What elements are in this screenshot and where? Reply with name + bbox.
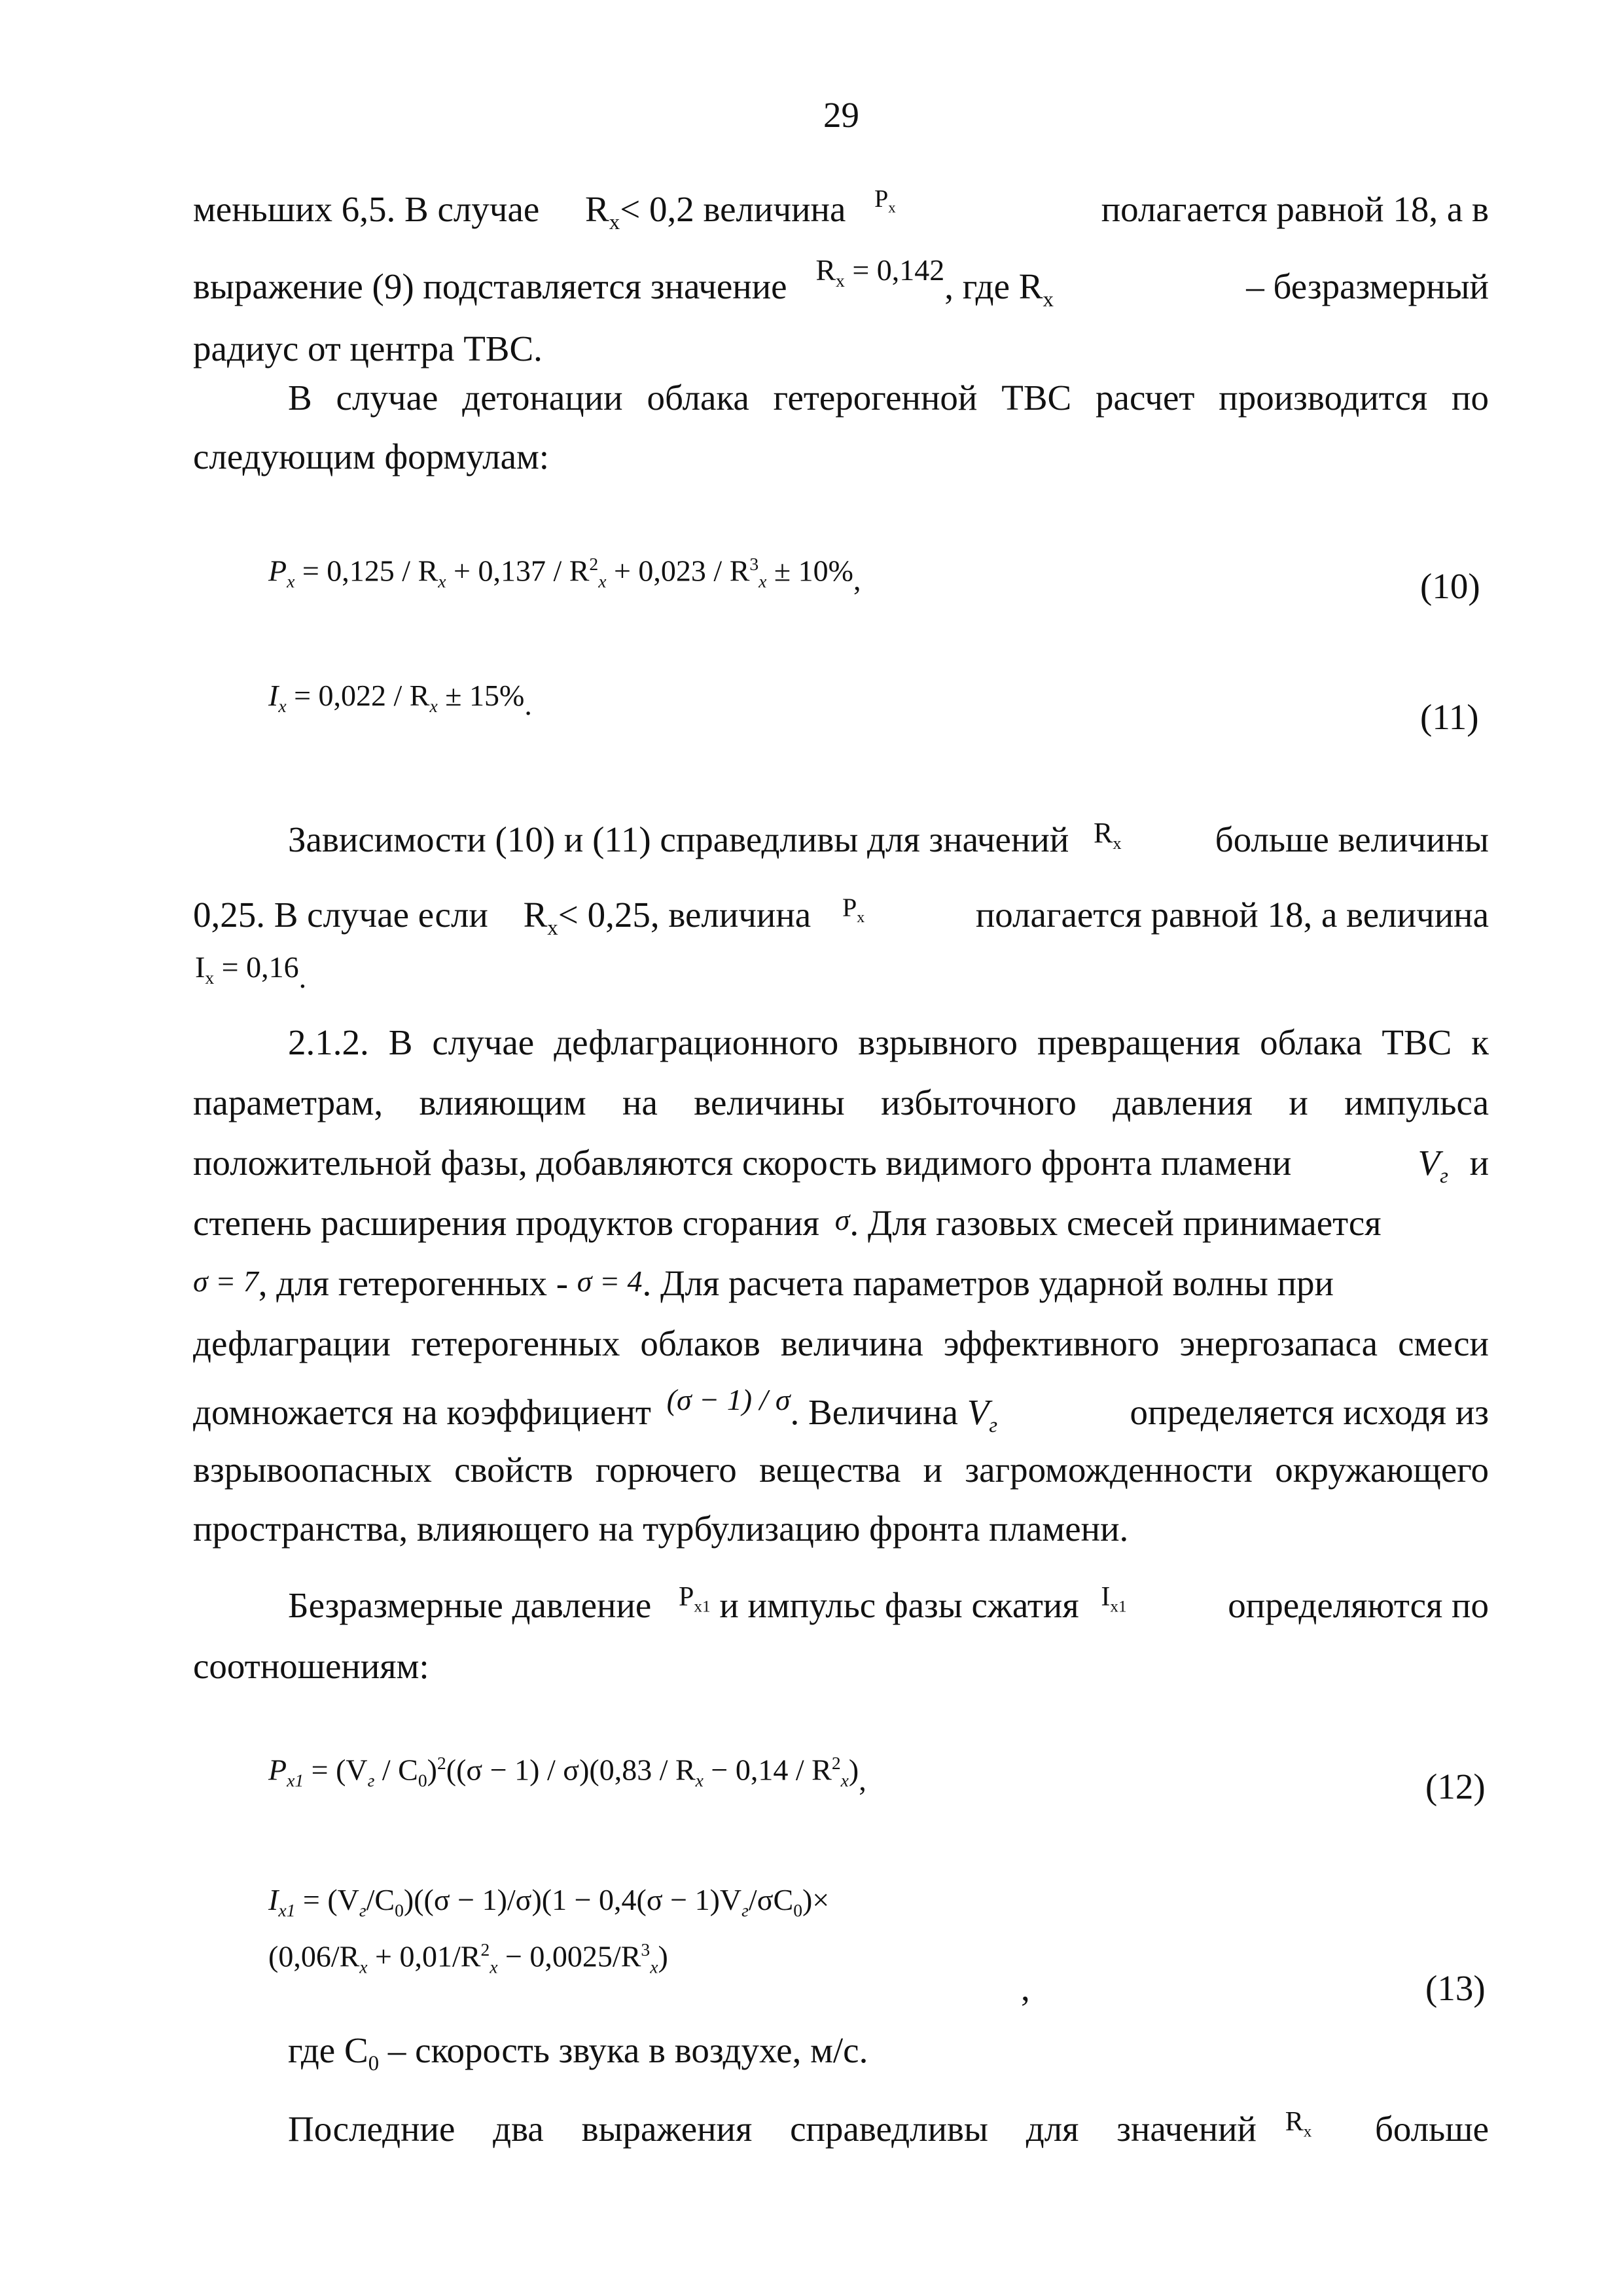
- paragraph-3-line-2: 0,25. В случае если $R_x< 0,25$, величина $^{P_x}$ полагается равной 18, а величина: [193, 893, 1489, 940]
- paragraph-4-line-2: параметрам, влияющим на величины избыточного давления и импульса: [193, 1083, 1489, 1122]
- paragraph-7-line-1: Последние два выражения справедливы для значений $^{R_x}$ больше: [288, 2107, 1489, 2149]
- paragraph-4-line-3: положительной фазы, добавляются скорость видимого фронта пламени $V_г$ и: [193, 1143, 1489, 1188]
- paragraph-1-line-2: выражение (9) подставляется значение $^{R_x = 0,142}$, где $R_x$ – безразмерный: [193, 253, 1489, 312]
- equation-12-number: (12): [1425, 1767, 1486, 1806]
- paragraph-1-line-3: радиус от центра ТВС.: [193, 329, 543, 368]
- equation-13-number: (13): [1425, 1968, 1486, 2008]
- paragraph-3-line-1: Зависимости (10) и (11) справедливы для значений $^{R_x}$ больше величины: [288, 817, 1489, 859]
- equation-13-line-2: $(0,06/R_x + 0,01/R^2_x - 0,0025/R^3_x)$: [268, 1939, 668, 1977]
- paragraph-2-line-2: следующим формулам:: [193, 437, 550, 476]
- paragraph-4-line-5: σ = 7, для гетерогенных - σ = 4. Для расчета параметров ударной волны при: [193, 1263, 1334, 1303]
- equation-13-line-1: $I_{x1} = (V_г/C_0)((\sigma - 1)/\sigma)(1 - 0,4(\sigma - 1)V_г/\sigma C_0)\times$: [268, 1883, 830, 1921]
- paragraph-5-line-1: Безразмерные давление $^{P_{x1}}$ и импульс фазы сжатия $^{I_{x1}}$ определяются по: [288, 1582, 1489, 1625]
- equation-12: $P_{x1} = (V_г / C_0)^2((\sigma - 1) / \sigma)(0,83 / R_x - 0,14 / R^2_x)$,: [268, 1753, 866, 1797]
- paragraph-4-line-4: степень расширения продуктов сгорания σ. Для газовых смесей принимается: [193, 1203, 1382, 1243]
- equation-10-number: (10): [1420, 566, 1480, 606]
- equation-11: $I_x = 0,022 / R_x \pm 15\%$.: [268, 679, 532, 721]
- equation-11-number: (11): [1420, 697, 1479, 737]
- paragraph-5-line-2: соотношениям:: [193, 1646, 429, 1686]
- paragraph-4-line-9: пространства, влияющего на турбулизацию фронта пламени.: [193, 1509, 1129, 1549]
- paragraph-4-line-6: дефлаграции гетерогенных облаков величина эффективного энергозапаса смеси: [193, 1323, 1489, 1363]
- paragraph-4-line-7: домножается на коэффициент $^{(\sigma - 1) / \sigma}$. Величина $V_г$ определяется исходя из: [193, 1383, 1489, 1437]
- paragraph-4-line-8: взрывоопасных свойств горючего вещества и загроможденности окружающего: [193, 1450, 1489, 1490]
- paragraph-6: где $C_0$ – скорость звука в воздухе, м/с.: [288, 2030, 868, 2075]
- page-number: 29: [823, 95, 859, 135]
- paragraph-3-line-3: $I_x = 0,16$.: [195, 950, 307, 994]
- paragraph-2-line-1: В случае детонации облака гетерогенной ТВС расчет производится по: [288, 378, 1489, 418]
- equation-13-comma: ,: [1021, 1968, 1030, 2008]
- paragraph-1-line-1: меньших 6,5. В случае $R_x< 0,2$ величина $^{P_x}$ полагается равной 18, а в: [193, 185, 1489, 234]
- paragraph-4-line-1: 2.1.2. В случае дефлаграционного взрывного превращения облака ТВС к: [288, 1022, 1489, 1062]
- equation-10: $P_x = 0,125 / R_x + 0,137 / R^2_x + 0,023 / R^3_x \pm 10\%$,: [268, 554, 861, 597]
